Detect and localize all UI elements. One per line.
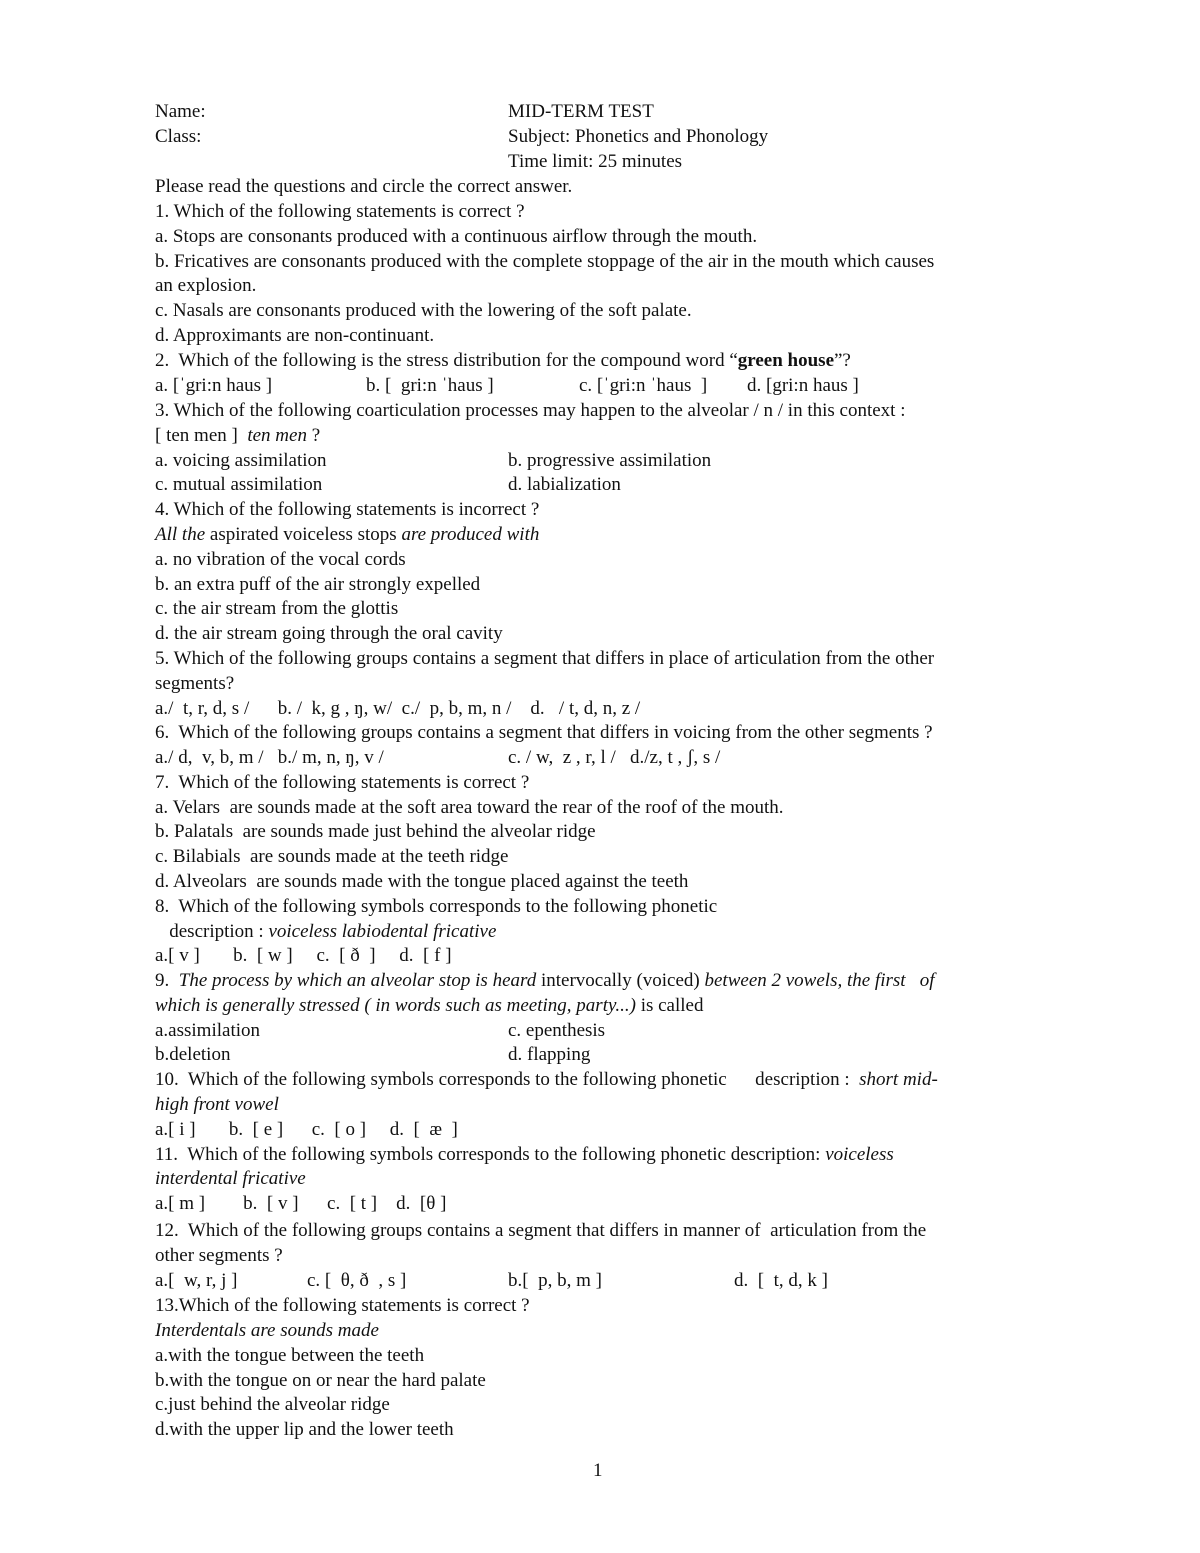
- q9-italic-1: The process by which an alveolar stop is heard: [178, 970, 537, 991]
- question-3-option-a[interactable]: a. voicing assimilation: [155, 450, 327, 471]
- question-3-option-d[interactable]: d. labialization: [508, 474, 621, 495]
- question-2-option-b[interactable]: b. [ gri:n ˈhaus ]: [366, 375, 494, 396]
- question-9-stem-cont: [155, 994, 703, 1018]
- q3-context-italic: ten men: [247, 425, 307, 446]
- question-8-options[interactable]: a.[ v ] b. [ w ] c. [ ð ] d. [ f ]: [155, 945, 452, 966]
- name-label: Name:: [155, 101, 206, 122]
- question-12-option-c[interactable]: c. [ θ, ð , s ]: [307, 1270, 407, 1291]
- question-3-context: [155, 424, 320, 448]
- question-1-option-d[interactable]: d. Approximants are non-continuant.: [155, 325, 435, 346]
- question-2-stem: [155, 349, 851, 373]
- question-3-option-b[interactable]: b. progressive assimilation: [508, 450, 712, 471]
- question-3-stem: 3. Which of the following coarticulation processes may happen to the alveolar / n / in this context :: [155, 400, 906, 421]
- question-1-option-b-cont[interactable]: an explosion.: [155, 275, 257, 296]
- q2-stem-bold: green house: [737, 350, 834, 371]
- q2-stem-post: ”?: [834, 350, 851, 371]
- question-4-option-c[interactable]: c. the air stream from the glottis: [155, 598, 399, 619]
- q9-normal-2: is called: [635, 995, 704, 1016]
- q10-stem-pre: 10. Which of the following symbols corresponds to the following phonetic description :: [155, 1069, 860, 1090]
- q9-normal-1: intervocally (voiced): [536, 970, 705, 991]
- question-5-stem-cont: segments?: [155, 673, 235, 694]
- q9-italic-3: which is generally stressed ( in words such as meeting, party...): [155, 995, 636, 1016]
- question-6-options-cd[interactable]: c. / w, z , r, l / d./z, t , ʃ, s /: [508, 747, 721, 768]
- question-8-stem: 8. Which of the following symbols corresponds to the following phonetic: [155, 896, 718, 917]
- time-limit: Time limit: 25 minutes: [508, 151, 683, 172]
- question-7-option-c[interactable]: c. Bilabials are sounds made at the teeth ridge: [155, 846, 509, 867]
- question-3-option-c[interactable]: c. mutual assimilation: [155, 474, 323, 495]
- question-13-option-b[interactable]: b.with the tongue on or near the hard palate: [155, 1370, 486, 1391]
- question-12-option-d[interactable]: d. [ t, d, k ]: [734, 1270, 828, 1291]
- question-4-sub: [155, 523, 539, 547]
- question-4-option-b[interactable]: b. an extra puff of the air strongly expelled: [155, 574, 481, 595]
- question-12-option-a[interactable]: a.[ w, r, j ]: [155, 1270, 238, 1291]
- question-8-stem-cont: [155, 920, 496, 944]
- q4-sub-italic-2: are produced with: [401, 524, 540, 545]
- class-label: Class:: [155, 126, 202, 147]
- q9-italic-2: between 2 vowels, the first of: [704, 970, 935, 991]
- question-10-stem-cont: high front vowel: [155, 1094, 279, 1115]
- question-9-option-d[interactable]: d. flapping: [508, 1044, 591, 1065]
- question-12-stem-cont: other segments ?: [155, 1245, 283, 1266]
- question-7-option-d[interactable]: d. Alveolars are sounds made with the tongue placed against the teeth: [155, 871, 689, 892]
- question-2-option-a[interactable]: a. [ˈgri:n haus ]: [155, 375, 273, 396]
- question-4-option-d[interactable]: d. the air stream going through the oral cavity: [155, 623, 503, 644]
- question-6-stem: 6. Which of the following groups contains a segment that differs in voicing from the other segments ?: [155, 722, 933, 743]
- question-13-option-d[interactable]: d.with the upper lip and the lower teeth: [155, 1419, 454, 1440]
- question-5-stem: 5. Which of the following groups contains a segment that differs in place of articulation from the other: [155, 648, 935, 669]
- question-10-options[interactable]: a.[ i ] b. [ e ] c. [ o ] d. [ æ ]: [155, 1119, 458, 1140]
- question-9-option-c[interactable]: c. epenthesis: [508, 1020, 606, 1041]
- question-7-stem: 7. Which of the following statements is correct ?: [155, 772, 530, 793]
- question-2-option-d[interactable]: d. [gri:n haus ]: [747, 375, 859, 396]
- question-13-stem: 13.Which of the following statements is correct ?: [155, 1295, 530, 1316]
- question-1-option-c[interactable]: c. Nasals are consonants produced with the lowering of the soft palate.: [155, 300, 692, 321]
- q11-stem-pre: 11. Which of the following symbols corresponds to the following phonetic description:: [155, 1144, 826, 1165]
- question-11-options[interactable]: a.[ m ] b. [ v ] c. [ t ] d. [θ ]: [155, 1193, 447, 1214]
- question-11-stem-cont: interdental fricative: [155, 1168, 306, 1189]
- question-5-options[interactable]: a./ t, r, d, s / b. / k, g , ŋ, w/ c./ p, b, m, n / d. / t, d, n, z /: [155, 698, 641, 719]
- question-9-option-a[interactable]: a.assimilation: [155, 1020, 261, 1041]
- subject-line: Subject: Phonetics and Phonology: [508, 126, 769, 147]
- question-13-option-c[interactable]: c.just behind the alveolar ridge: [155, 1394, 390, 1415]
- q9-num: 9.: [155, 970, 179, 991]
- instructions: Please read the questions and circle the correct answer.: [155, 176, 573, 197]
- question-4-option-a[interactable]: a. no vibration of the vocal cords: [155, 549, 406, 570]
- question-12-option-b[interactable]: b.[ p, b, m ]: [508, 1270, 602, 1291]
- q8-stem-pre: description :: [155, 921, 269, 942]
- question-13-sub: Interdentals are sounds made: [155, 1320, 379, 1341]
- page-number: 1: [593, 1460, 603, 1481]
- q2-stem-pre: 2. Which of the following is the stress distribution for the compound word “: [155, 350, 738, 371]
- question-4-stem: 4. Which of the following statements is incorrect ?: [155, 499, 540, 520]
- test-title: MID-TERM TEST: [508, 101, 654, 122]
- q8-stem-italic: voiceless labiodental fricative: [268, 921, 497, 942]
- question-7-option-b[interactable]: b. Palatals are sounds made just behind the alveolar ridge: [155, 821, 596, 842]
- question-10-stem: [155, 1068, 938, 1092]
- question-9-stem: [155, 969, 935, 993]
- q4-sub-normal: aspirated voiceless stops: [205, 524, 402, 545]
- question-9-option-b[interactable]: b.deletion: [155, 1044, 231, 1065]
- question-11-stem: [155, 1143, 894, 1167]
- q3-context-post: ?: [306, 425, 321, 446]
- question-1-option-a[interactable]: a. Stops are consonants produced with a continuous airflow through the mouth.: [155, 226, 758, 247]
- q4-sub-italic-1: All the: [155, 524, 206, 545]
- q11-stem-italic-1: voiceless: [825, 1144, 894, 1165]
- question-2-option-c[interactable]: c. [ˈgri:n ˈhaus ]: [579, 375, 708, 396]
- question-1-option-b[interactable]: b. Fricatives are consonants produced with the complete stoppage of the air in the mouth which causes: [155, 251, 935, 272]
- q10-stem-italic-1: short mid-: [859, 1069, 938, 1090]
- question-7-option-a[interactable]: a. Velars are sounds made at the soft area toward the rear of the roof of the mouth.: [155, 797, 784, 818]
- q3-context-pre: [ ten men ]: [155, 425, 248, 446]
- question-1-stem: 1. Which of the following statements is correct ?: [155, 201, 525, 222]
- question-13-option-a[interactable]: a.with the tongue between the teeth: [155, 1345, 425, 1366]
- question-12-stem: 12. Which of the following groups contains a segment that differs in manner of articulation from the: [155, 1220, 927, 1241]
- question-6-options-ab[interactable]: a./ d, v, b, m / b./ m, n, ŋ, v /: [155, 747, 384, 768]
